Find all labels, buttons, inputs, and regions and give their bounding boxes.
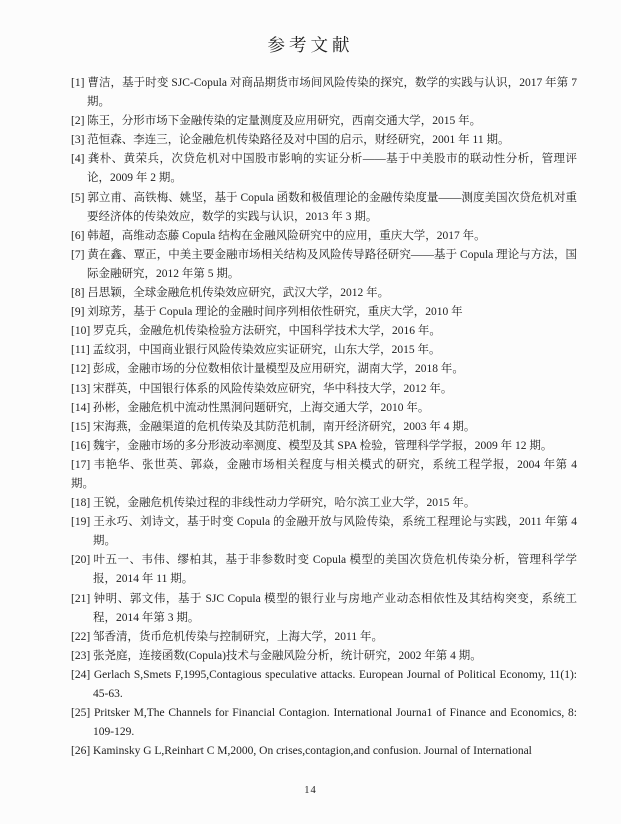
page-number: 14 [304, 785, 317, 796]
reference-text: 叶五一、韦伟、缪柏其，基于非参数时变 Copula 模型的美国次贷危机传染分析，管理科学学报，2014 年 11 期。 [93, 554, 577, 586]
reference-marker: [20] [71, 554, 91, 567]
reference-marker: [5] [71, 191, 85, 204]
reference-text: 宋群英，中国银行体系的风险传染效应研究，华中科技大学，2012 年。 [93, 382, 453, 395]
reference-text: 张尧庭，连接函数(Copula)技术与金融风险分析，统计研究，2002 年第 4 期。 [93, 649, 482, 662]
reference-item [71, 647, 577, 666]
reference-text: 黄在鑫、覃正，中美主要金融市场相关结构及风险传导路径研究——基于 Copula 理论与方法，国际金融研究，2012 年第 5 期。 [87, 248, 578, 280]
reference-item [71, 131, 577, 150]
reference-marker: [17] [71, 458, 91, 471]
reference-item [71, 189, 577, 227]
reference-text: Kaminsky G L,Reinhart C M,2000, On crises,contagion,and confusion. Journal of International [93, 745, 532, 758]
reference-item [71, 590, 577, 628]
reference-text: 韦艳华、张世英、郭焱，金融市场相关程度与相关模式的研究，系统工程学报，2004 年第 4 期。 [71, 458, 578, 490]
reference-text: 陈王，分形市场下金融传染的定量测度及应用研究，西南交通大学，2015 年。 [87, 115, 482, 128]
reference-item [71, 284, 577, 303]
reference-marker: [2] [71, 115, 85, 128]
reference-item [71, 112, 577, 131]
reference-text: Gerlach S,Smets F,1995,Contagious speculative attacks. European Journal of Political Economy, 11(1): 45-63. [93, 668, 577, 700]
reference-marker: [3] [71, 134, 85, 147]
reference-text: 范恒森、李连三，论金融危机传染路径及对中国的启示，财经研究，2001 年 11 期。 [87, 134, 510, 147]
reference-marker: [7] [71, 248, 85, 261]
reference-marker: [22] [71, 630, 91, 643]
reference-text: 钟明、郭文伟，基于 SJC Copula 模型的银行业与房地产业动态相依性及其结构突变，系统工程，2014 年第 3 期。 [93, 592, 577, 624]
reference-item [71, 513, 577, 551]
reference-marker: [21] [71, 592, 91, 605]
reference-text: 韩超，高维动态藤 Copula 结构在金融风险研究中的应用，重庆大学，2017 年。 [87, 229, 486, 242]
reference-text: 龚朴、黄荣兵，次贷危机对中国股市影响的实证分析——基于中美股市的联动性分析，管理评论，2009 年 2 期。 [87, 153, 578, 185]
reference-marker: [6] [71, 229, 85, 242]
reference-text: 郭立甫、高铁梅、姚坚，基于 Copula 函数和极值理论的金融传染度量——测度美国次贷危机对重要经济体的传染效应，数学的实践与认识，2013 年 3 期。 [87, 191, 578, 223]
reference-item [71, 399, 577, 418]
reference-text: 曹洁，基于时变 SJC-Copula 对商品期货市场间风险传染的探究，数学的实践与认识，2017 年第 7 期。 [87, 77, 577, 109]
reference-item [71, 341, 577, 360]
reference-marker: [9] [71, 306, 85, 319]
reference-list [71, 74, 577, 761]
reference-text: 孟纹羽，中国商业银行风险传染效应实证研究，山东大学，2015 年。 [92, 344, 441, 357]
reference-marker: [26] [71, 745, 91, 758]
reference-item [71, 418, 577, 437]
reference-marker: [12] [71, 363, 91, 376]
reference-marker: [25] [71, 707, 91, 720]
reference-item [71, 303, 577, 322]
reference-marker: [11] [71, 344, 90, 357]
reference-item [71, 666, 577, 704]
reference-item [71, 704, 577, 742]
reference-marker: [15] [71, 420, 91, 433]
reference-text: 吕思颖，全球金融危机传染效应研究，武汉大学，2012 年。 [87, 287, 390, 300]
reference-item [71, 227, 577, 246]
reference-text: 魏宇，金融市场的多分形波动率测度、模型及其 SPA 检验，管理科学学报，2009 年 12 期。 [93, 439, 553, 452]
reference-marker: [16] [71, 439, 91, 452]
reference-marker: [4] [71, 153, 85, 166]
reference-marker: [1] [71, 77, 85, 89]
reference-item [71, 246, 577, 284]
reference-marker: [14] [71, 401, 91, 414]
reference-marker: [19] [71, 516, 91, 529]
reference-item [71, 74, 577, 112]
reference-text: 王锐，金融危机传染过程的非线性动力学研究，哈尔滨工业大学，2015 年。 [93, 497, 476, 510]
reference-item [71, 742, 577, 761]
reference-item [71, 380, 577, 399]
reference-text: Pritsker M,The Channels for Financial Contagion. International Journa1 of Finance and Economics, 8: 109-129. [93, 707, 578, 739]
page-title: 参考文献 [267, 35, 354, 55]
reference-text: 宋海燕，金融渠道的危机传染及其防范机制，南开经济研究，2003 年 4 期。 [93, 420, 476, 433]
reference-marker: [8] [71, 287, 85, 300]
reference-item [71, 360, 577, 379]
reference-text: 彭成，金融市场的分位数相依计量模型及应用研究，湖南大学，2018 年。 [93, 363, 464, 376]
reference-item [71, 628, 577, 647]
reference-item [71, 456, 577, 494]
reference-item [71, 437, 577, 456]
reference-item [71, 322, 577, 341]
reference-marker: [13] [71, 382, 91, 395]
reference-text: 刘琼芳，基于 Copula 理论的金融时间序列相依性研究，重庆大学，2010 年 [87, 306, 463, 319]
reference-item [71, 150, 577, 188]
reference-item [71, 551, 577, 589]
reference-marker: [10] [71, 325, 91, 338]
reference-text: 王永巧、刘诗文，基于时变 Copula 的金融开放与风险传染，系统工程理论与实践，2011 年第 4 期。 [93, 516, 578, 548]
reference-text: 罗克兵，金融危机传染检验方法研究，中国科学技术大学，2016 年。 [93, 325, 441, 338]
reference-item [71, 494, 577, 513]
reference-marker: [23] [71, 649, 91, 662]
reference-marker: [24] [71, 668, 91, 681]
reference-text: 孙彬，金融危机中流动性黑洞问题研究，上海交通大学，2010 年。 [93, 401, 430, 414]
reference-text: 邹香清，货币危机传染与控制研究，上海大学，2011 年。 [93, 630, 383, 643]
reference-marker: [18] [71, 497, 91, 510]
